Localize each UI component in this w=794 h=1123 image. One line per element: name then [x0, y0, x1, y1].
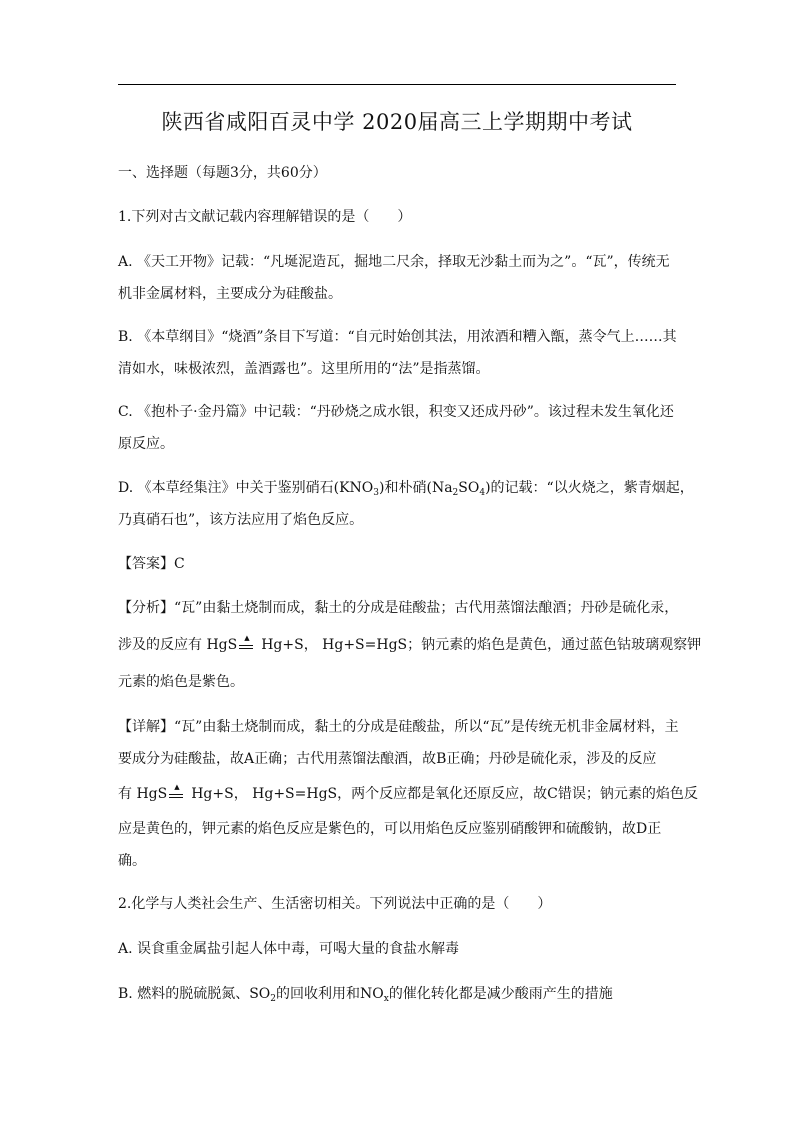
- question-1-stem: 1.下列对古文献记载内容理解错误的是（ ）: [118, 209, 412, 225]
- detail-line3: 有 HgS ▲ Hg+S， Hg+S=HgS，两个反应都是氧化还原反应，故C错误；钠元素的焰色反: [118, 783, 698, 802]
- analysis-line2: 涉及的反应有 HgS ▲ Hg+S， Hg+S=HgS；钠元素的焰色是黄色，通过蓝色钴玻璃观察钾: [118, 634, 702, 653]
- header-rule: [118, 84, 676, 85]
- detail-line5: 确。: [118, 853, 146, 869]
- q1-option-b-line2: 清如水，味极浓烈，盖酒露也”。这里所用的“法”是指蒸馏。: [118, 361, 490, 377]
- q1-option-d-line1: D. 《本草经集注》中关于鉴别硝石$(KNO_3)$和朴硝$(Na_2SO_4)$的记载：“以火烧之，紫青烟起，: [118, 480, 694, 498]
- q2-option-a: A. 误食重金属盐引起人体中毒，可喝大量的食盐水解毒: [118, 941, 460, 957]
- section-heading: 一、选择题（每题3分，共60分）: [118, 165, 327, 181]
- q1-option-c-line1: C. 《抱朴子·金丹篇》中记载：“丹砂烧之成水银，积变又还成丹砂”。该过程未发生氧化还: [118, 404, 674, 420]
- question-2-stem: 2.化学与人类社会生产、生活密切相关。下列说法中正确的是（ ）: [118, 896, 552, 912]
- detail-line4: 应是黄色的，钾元素的焰色反应是紫色的，可以用焰色反应鉴别硝酸钾和硫酸钠，故D正: [118, 821, 662, 837]
- q1-option-a-line2: 机非金属材料，主要成分为硅酸盐。: [118, 286, 342, 302]
- q1-option-c-line2: 原反应。: [118, 436, 174, 452]
- analysis-line3: 元素的焰色是紫色。: [118, 674, 244, 690]
- heating-symbol: ▲: [169, 788, 185, 800]
- detail-line2: 要成分为硅酸盐，故A正确；古代用蒸馏法酿酒，故B正确；丹砂是硫化汞，涉及的反应: [118, 751, 657, 767]
- q2-option-b: B. 燃料的脱硫脱氮、$SO_2$的回收利用和$NO_x$的催化转化都是减少酸雨产生的措施: [118, 986, 613, 1004]
- q1-option-d-line2: 乃真硝石也”，该方法应用了焰色反应。: [118, 512, 364, 528]
- analysis-line1: 【分析】“瓦”由黏土烧制而成，黏土的分成是硅酸盐；古代用蒸馏法酿酒；丹砂是硫化汞，: [118, 600, 679, 616]
- heating-symbol: ▲: [239, 639, 255, 651]
- detail-line1: 【详解】“瓦”由黏土烧制而成，黏土的分成是硅酸盐，所以“瓦”是传统无机非金属材料，主: [118, 719, 679, 735]
- q1-option-b-line1: B. 《本草纲目》“烧酒”条目下写道：“自元时始创其法，用浓酒和糟入甑，蒸令气上……其: [118, 329, 677, 345]
- answer: 【答案】C: [118, 556, 185, 572]
- q1-option-a-line1: A. 《天工开物》记载：“凡埏泥造瓦，掘地二尺余，择取无沙黏土而为之”。“瓦”，传统无: [118, 254, 670, 270]
- page-title: 陕西省咸阳百灵中学 2020届高三上学期期中考试: [161, 110, 633, 134]
